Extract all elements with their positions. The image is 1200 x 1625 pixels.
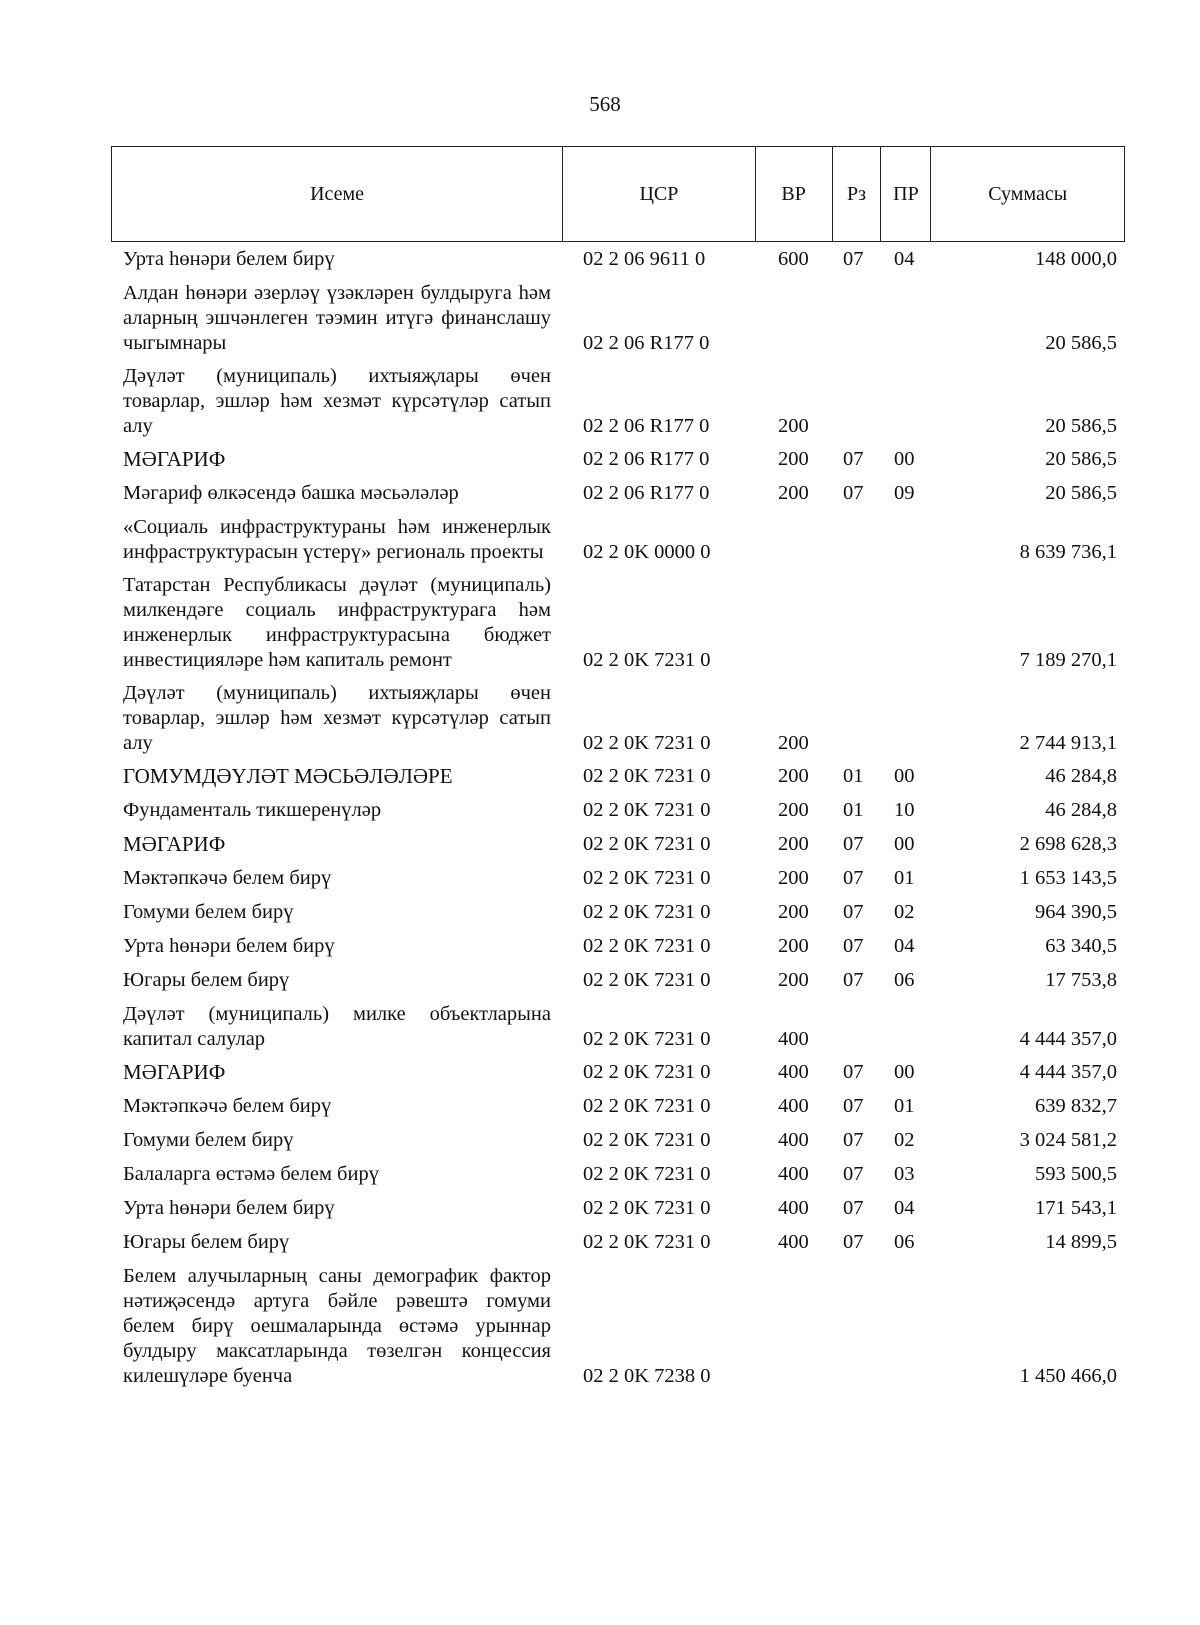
header-csr: ЦСР — [563, 147, 756, 241]
cell-csr: 02 2 0K 7231 0 — [583, 649, 711, 671]
cell-pr: 01 — [894, 1095, 915, 1117]
cell-name: ГОМУМДӘҮЛӘТ МӘСЬӘЛӘЛӘРЕ — [123, 764, 453, 788]
cell-vr: 200 — [778, 833, 809, 855]
cell-name: Урта һөнәри белем бирү — [123, 248, 335, 270]
cell-name: Дәүләт (муниципаль) милке объектларына капитал салулар — [123, 1003, 551, 1050]
cell-sum: 20 586,5 — [1045, 482, 1117, 504]
cell-rz: 01 — [843, 765, 864, 787]
cell-vr: 200 — [778, 448, 809, 470]
cell-sum: 7 189 270,1 — [1019, 649, 1117, 671]
cell-csr: 02 2 0K 7231 0 — [583, 765, 711, 787]
cell-rz: 07 — [843, 1163, 864, 1185]
cell-name: Урта һөнәри белем бирү — [123, 935, 335, 957]
cell-name: Мәгариф өлкәсендә башка мәсьәләләр — [123, 482, 459, 504]
table-row — [111, 568, 1125, 676]
cell-pr: 06 — [894, 1231, 915, 1253]
cell-name: Мәктәпкәчә белем бирү — [123, 867, 332, 889]
table-row — [111, 759, 1125, 793]
cell-rz: 07 — [843, 867, 864, 889]
table-row — [111, 1089, 1125, 1123]
cell-name: Татарстан Республикасы дәүләт (муниципаль) милкендәге социаль инфраструктурага һәм инженерлык инфраструктурасына бюджет инвестицияләре һәм капиталь ремонт — [123, 574, 551, 671]
cell-csr: 02 2 06 9611 0 — [583, 248, 706, 270]
cell-pr: 09 — [894, 482, 915, 504]
cell-rz: 07 — [843, 833, 864, 855]
cell-csr: 02 2 0K 7231 0 — [583, 1061, 711, 1083]
cell-name: Мәктәпкәчә белем бирү — [123, 1095, 332, 1117]
cell-rz: 07 — [843, 1129, 864, 1151]
cell-csr: 02 2 0K 7231 0 — [583, 867, 711, 889]
cell-pr: 03 — [894, 1163, 915, 1185]
cell-csr: 02 2 0K 7231 0 — [583, 1163, 711, 1185]
cell-sum: 1 653 143,5 — [1019, 867, 1117, 889]
cell-csr: 02 2 0K 7231 0 — [583, 935, 711, 957]
cell-csr: 02 2 06 R177 0 — [583, 482, 710, 504]
cell-name: Дәүләт (муниципаль) ихтыяҗлары өчен товарлар, эшләр һәм хезмәт күрсәтүләр сатып алу — [123, 682, 551, 754]
table-row — [111, 895, 1125, 929]
cell-name: Гомуми белем бирү — [123, 901, 294, 923]
cell-rz: 07 — [843, 248, 864, 270]
cell-csr: 02 2 0K 7238 0 — [583, 1365, 711, 1387]
cell-name: Алдан һөнәри әзерләү үзәкләрен булдыруга һәм аларның эшчәнлеген тәэмин итүгә финанслашу чыгымнары — [123, 282, 551, 354]
table-row — [111, 1157, 1125, 1191]
table-row — [111, 1191, 1125, 1225]
table-row — [111, 963, 1125, 997]
cell-pr: 04 — [894, 248, 915, 270]
cell-rz: 07 — [843, 1197, 864, 1219]
cell-csr: 02 2 0K 7231 0 — [583, 1095, 711, 1117]
cell-rz: 07 — [843, 1061, 864, 1083]
cell-pr: 04 — [894, 1197, 915, 1219]
cell-sum: 20 586,5 — [1045, 448, 1117, 470]
cell-sum: 46 284,8 — [1045, 799, 1117, 821]
cell-sum: 593 500,5 — [1035, 1163, 1117, 1185]
cell-csr: 02 2 0K 7231 0 — [583, 1129, 711, 1151]
cell-sum: 171 543,1 — [1035, 1197, 1117, 1219]
table-row — [111, 861, 1125, 895]
cell-csr: 02 2 0K 7231 0 — [583, 901, 711, 923]
cell-pr: 10 — [894, 799, 915, 821]
header-pr: ПР — [881, 147, 931, 241]
table-row — [111, 1225, 1125, 1259]
header-name: Исеме — [112, 147, 563, 241]
cell-rz: 07 — [843, 448, 864, 470]
table-row — [111, 359, 1125, 442]
cell-name: МӘГАРИФ — [123, 1060, 226, 1084]
cell-vr: 400 — [778, 1163, 809, 1185]
cell-sum: 17 753,8 — [1045, 969, 1117, 991]
table-row — [111, 1259, 1125, 1392]
table-row — [111, 929, 1125, 963]
cell-csr: 02 2 0K 7231 0 — [583, 1231, 711, 1253]
cell-name: МӘГАРИФ — [123, 447, 226, 471]
cell-vr: 400 — [778, 1028, 809, 1050]
cell-name: Урта һөнәри белем бирү — [123, 1197, 335, 1219]
cell-vr: 200 — [778, 732, 809, 754]
cell-sum: 3 024 581,2 — [1019, 1129, 1117, 1151]
cell-pr: 00 — [894, 448, 915, 470]
cell-vr: 200 — [778, 415, 809, 437]
cell-vr: 400 — [778, 1129, 809, 1151]
cell-rz: 07 — [843, 1095, 864, 1117]
cell-sum: 46 284,8 — [1045, 765, 1117, 787]
cell-pr: 06 — [894, 969, 915, 991]
cell-csr: 02 2 06 R177 0 — [583, 448, 710, 470]
cell-sum: 14 899,5 — [1045, 1231, 1117, 1253]
cell-sum: 2 744 913,1 — [1019, 732, 1117, 754]
cell-sum: 148 000,0 — [1035, 248, 1117, 270]
table-row — [111, 510, 1125, 568]
cell-name: «Социаль инфраструктураны һәм инженерлык инфраструктурасын үстерү» региональ проекты — [123, 516, 551, 563]
table-row — [111, 242, 1125, 276]
cell-sum: 63 340,5 — [1045, 935, 1117, 957]
cell-pr: 02 — [894, 901, 915, 923]
table-row — [111, 793, 1125, 827]
header-sum: Суммасы — [988, 182, 1068, 205]
cell-vr: 400 — [778, 1197, 809, 1219]
cell-name: Дәүләт (муниципаль) ихтыяҗлары өчен товарлар, эшләр һәм хезмәт күрсәтүләр сатып алу — [123, 365, 551, 437]
cell-csr: 02 2 06 R177 0 — [583, 415, 710, 437]
cell-pr: 02 — [894, 1129, 915, 1151]
cell-sum: 1 450 466,0 — [1019, 1365, 1117, 1387]
table-row — [111, 997, 1125, 1055]
cell-csr: 02 2 0K 0000 0 — [583, 541, 711, 563]
page-number: 568 — [589, 92, 621, 116]
cell-rz: 07 — [843, 969, 864, 991]
cell-name: Гомуми белем бирү — [123, 1129, 294, 1151]
cell-pr: 01 — [894, 867, 915, 889]
cell-csr: 02 2 0K 7231 0 — [583, 833, 711, 855]
header-vr: ВР — [756, 147, 833, 241]
cell-sum: 964 390,5 — [1035, 901, 1117, 923]
cell-rz: 07 — [843, 935, 864, 957]
cell-csr: 02 2 0K 7231 0 — [583, 732, 711, 754]
cell-vr: 400 — [778, 1061, 809, 1083]
cell-sum: 20 586,5 — [1045, 415, 1117, 437]
cell-csr: 02 2 0K 7231 0 — [583, 1028, 711, 1050]
cell-csr: 02 2 0K 7231 0 — [583, 799, 711, 821]
cell-pr: 00 — [894, 765, 915, 787]
cell-csr: 02 2 0K 7231 0 — [583, 1197, 711, 1219]
cell-sum: 639 832,7 — [1035, 1095, 1117, 1117]
table-row — [111, 442, 1125, 476]
table-row — [111, 476, 1125, 510]
cell-name: МӘГАРИФ — [123, 832, 226, 856]
cell-vr: 200 — [778, 901, 809, 923]
table-row — [111, 276, 1125, 359]
table-row — [111, 1055, 1125, 1089]
table-row — [111, 1123, 1125, 1157]
cell-name: Балаларга өстәмә белем бирү — [123, 1163, 379, 1185]
cell-vr: 200 — [778, 935, 809, 957]
table-row — [111, 827, 1125, 861]
cell-vr: 200 — [778, 765, 809, 787]
table-header — [111, 146, 1125, 242]
cell-sum: 2 698 628,3 — [1019, 833, 1117, 855]
cell-name: Югары белем бирү — [123, 1231, 290, 1253]
cell-vr: 400 — [778, 1231, 809, 1253]
cell-rz: 07 — [843, 1231, 864, 1253]
cell-pr: 04 — [894, 935, 915, 957]
cell-rz: 01 — [843, 799, 864, 821]
table-row — [111, 676, 1125, 759]
cell-vr: 200 — [778, 867, 809, 889]
cell-vr: 600 — [778, 248, 809, 270]
cell-name: Югары белем бирү — [123, 969, 290, 991]
cell-sum: 20 586,5 — [1045, 332, 1117, 354]
cell-sum: 8 639 736,1 — [1019, 541, 1117, 563]
cell-name: Фундаменталь тикшеренүләр — [123, 799, 382, 821]
header-rz: Рз — [833, 147, 882, 241]
cell-vr: 400 — [778, 1095, 809, 1117]
table-body — [111, 242, 1125, 1392]
cell-name: Белем алучыларның саны демографик фактор нәтиҗәсендә артуга бәйле рәвештә гомуми белем бирү оешмаларында өстәмә урыннар булдыру максатларында төзелгән концессия килешүләре буенча — [123, 1265, 551, 1387]
cell-csr: 02 2 0K 7231 0 — [583, 969, 711, 991]
cell-rz: 07 — [843, 482, 864, 504]
cell-pr: 00 — [894, 1061, 915, 1083]
cell-sum: 4 444 357,0 — [1019, 1028, 1117, 1050]
cell-rz: 07 — [843, 901, 864, 923]
cell-pr: 00 — [894, 833, 915, 855]
cell-sum: 4 444 357,0 — [1019, 1061, 1117, 1083]
cell-vr: 200 — [778, 799, 809, 821]
cell-vr: 200 — [778, 969, 809, 991]
cell-vr: 200 — [778, 482, 809, 504]
cell-csr: 02 2 06 R177 0 — [583, 332, 710, 354]
